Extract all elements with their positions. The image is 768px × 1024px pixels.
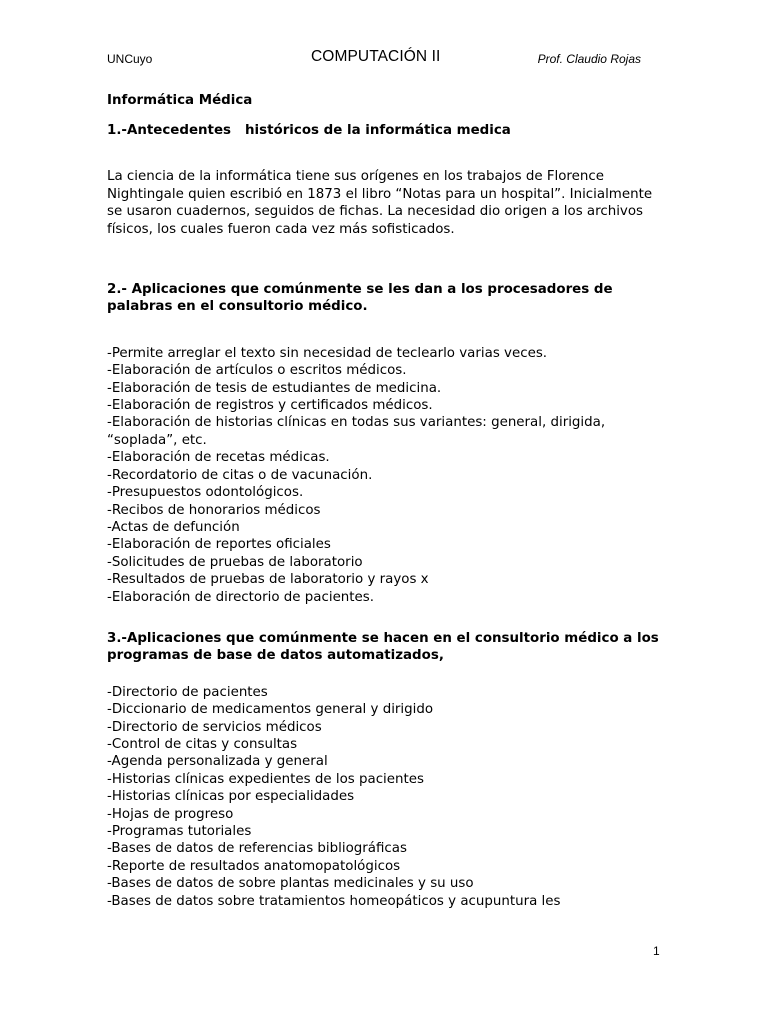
list-item: -Elaboración de artículos o escritos médicos. — [107, 363, 407, 379]
list-item: -Permite arreglar el texto sin necesidad de teclearlo varias veces. — [107, 345, 548, 361]
list-item: -Recordatorio de citas o de vacunación. — [107, 467, 373, 483]
list-item: -Elaboración de registros y certificados médicos. — [107, 398, 433, 414]
document-body — [107, 92, 667, 910]
list-item: -Elaboración de historias clínicas en todas sus variantes: general, dirigida, “soplada”, etc. — [107, 415, 606, 448]
section-1-heading: 1.-Antecedentes históricos de la informática medica — [107, 123, 511, 138]
section-1-paragraph: La ciencia de la informática tiene sus orígenes en los trabajos de Florence Nightingale quien escribió en 1873 el libro “Notas para un hospital”. Inicialmente se usaron cuadernos, seguidos de fichas. La necesidad dio origen a los archivos físicos, los cuales fueron cada vez más sofisticados. — [107, 169, 653, 237]
list-item: -Historias clínicas expedientes de los pacientes — [107, 771, 424, 787]
list-item: -Presupuestos odontológicos. — [107, 485, 304, 501]
list-item: -Elaboración de tesis de estudiantes de medicina. — [107, 380, 442, 396]
list-item: -Agenda personalizada y general — [107, 754, 328, 770]
list-item: -Actas de defunción — [107, 519, 240, 535]
list-item: -Directorio de pacientes — [107, 684, 268, 700]
list-item: -Bases de datos de referencias bibliográficas — [107, 841, 407, 857]
section-3-list — [107, 684, 667, 910]
list-item: -Reporte de resultados anatomopatológicos — [107, 858, 401, 874]
list-item: -Directorio de servicios médicos — [107, 719, 322, 735]
document-title: Informática Médica — [107, 93, 253, 108]
list-item: -Diccionario de medicamentos general y dirigido — [107, 702, 434, 718]
list-item: -Historias clínicas por especialidades — [107, 789, 355, 805]
list-item: -Elaboración de reportes oficiales — [107, 537, 331, 553]
list-item: -Control de citas y consultas — [107, 736, 298, 752]
list-item: -Elaboración de directorio de pacientes. — [107, 589, 375, 605]
section-3-heading: 3.-Aplicaciones que comúnmente se hacen en el consultorio médico a los programas de base de datos automatizados, — [107, 630, 664, 664]
list-item: -Elaboración de recetas médicas. — [107, 450, 330, 466]
section-2-heading: 2.- Aplicaciones que comúnmente se les dan a los procesadores de palabras en el consultorio médico. — [107, 282, 618, 315]
header-course-title: COMPUTACIÓN II — [311, 48, 441, 65]
list-item: -Bases de datos de sobre plantas medicinales y su uso — [107, 876, 474, 892]
list-item: -Programas tutoriales — [107, 824, 252, 839]
header-institution: UNCuyo — [107, 52, 153, 66]
list-item: -Bases de datos sobre tratamientos homeopáticos y acupuntura les — [107, 893, 561, 909]
list-item: -Solicitudes de pruebas de laboratorio — [107, 554, 363, 570]
list-item: -Resultados de pruebas de laboratorio y rayos x — [107, 572, 429, 588]
list-item: -Hojas de progreso — [107, 806, 234, 822]
section-2-list — [107, 345, 667, 606]
header-professor: Prof. Claudio Rojas — [537, 52, 641, 66]
page-header — [107, 48, 648, 70]
list-item: -Recibos de honorarios médicos — [107, 502, 321, 518]
page-number: 1 — [653, 944, 660, 958]
